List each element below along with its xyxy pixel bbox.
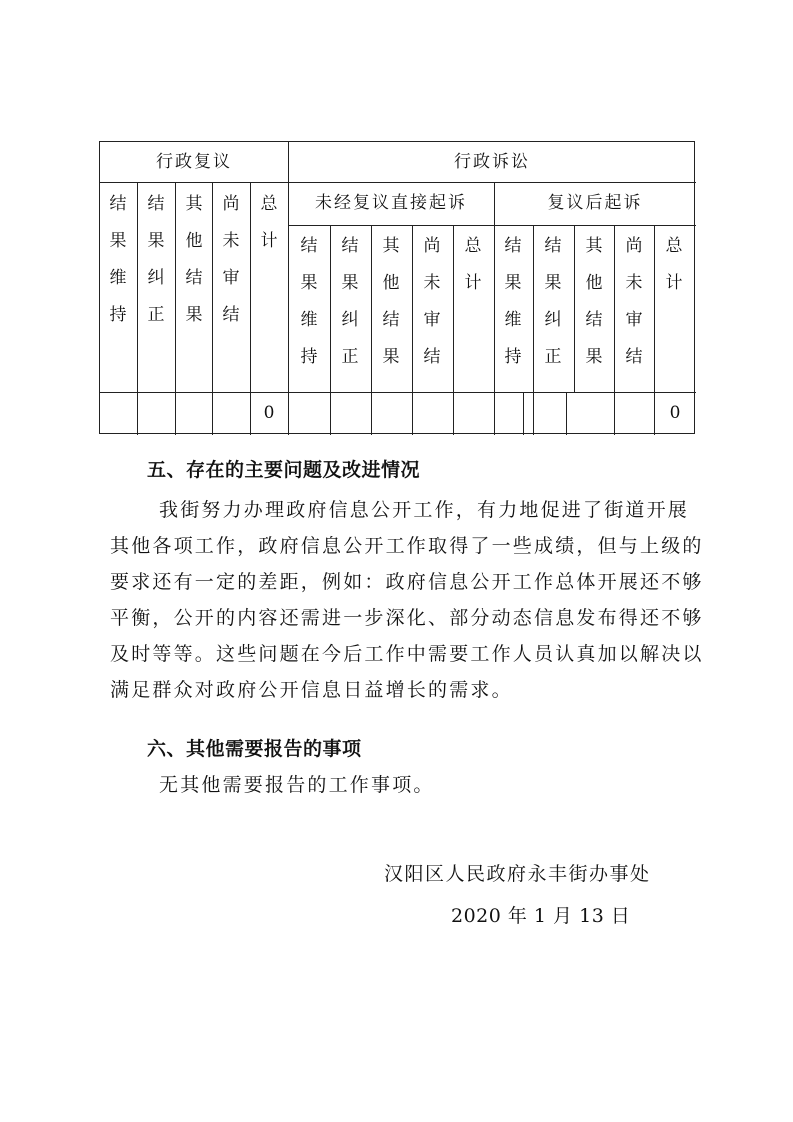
signature-date: 2020 年 1 月 13 日 bbox=[451, 905, 631, 927]
section5-line-2: 其他各项工作，政府信息公开工作取得了一些成绩，但与上级的 bbox=[110, 535, 704, 557]
review-upheld-value bbox=[100, 392, 137, 435]
after-other-value bbox=[566, 392, 614, 435]
after-col-total: 总 计 bbox=[665, 236, 683, 293]
direct-total-value bbox=[453, 392, 494, 435]
direct-col-total: 总 计 bbox=[464, 236, 482, 293]
after-col-pending: 尚 未 审 结 bbox=[625, 236, 643, 367]
section5-line-4: 平衡，公开的内容还需进一步深化、部分动态信息发布得还不够 bbox=[110, 607, 704, 629]
after-col-upheld: 结 果 维 持 bbox=[504, 236, 522, 367]
review-total-value: 0 bbox=[263, 403, 275, 423]
section5-line-3: 要求还有一定的差距，例如：政府信息公开工作总体开展还不够 bbox=[110, 571, 704, 593]
section6-text: 无其他需要报告的工作事项。 bbox=[159, 774, 435, 796]
after-col-other: 其 他 结 果 bbox=[585, 236, 603, 367]
section5-title: 五、存在的主要问题及改进情况 bbox=[147, 459, 421, 481]
review-col-corrected: 结 果 纠 正 bbox=[147, 194, 165, 325]
header-admin-litigation: 行政诉讼 bbox=[454, 151, 530, 172]
direct-col-upheld: 结 果 维 持 bbox=[300, 236, 318, 367]
review-col-other: 其 他 结 果 bbox=[185, 194, 203, 325]
section5-line-1: 我街努力办理政府信息公开工作，有力地促进了街道开展 bbox=[159, 499, 690, 521]
direct-corrected-value bbox=[330, 392, 371, 435]
direct-upheld-value bbox=[288, 392, 330, 435]
statistics-table bbox=[99, 141, 695, 434]
direct-pending-value bbox=[412, 392, 453, 435]
header-direct-litigation: 未经复议直接起诉 bbox=[315, 193, 467, 213]
direct-col-other: 其 他 结 果 bbox=[382, 236, 400, 367]
section5-line-6: 满足群众对政府公开信息日益增长的需求。 bbox=[110, 679, 513, 701]
after-upheld-value bbox=[494, 392, 523, 435]
review-pending-value bbox=[212, 392, 250, 435]
direct-col-corrected: 结 果 纠 正 bbox=[341, 236, 359, 367]
review-col-pending: 尚 未 审 结 bbox=[222, 194, 240, 325]
after-pending-value bbox=[614, 392, 654, 435]
header-after-review-litigation: 复议后起诉 bbox=[547, 193, 643, 213]
direct-col-pending: 尚 未 审 结 bbox=[423, 236, 441, 367]
after-corrected-value bbox=[523, 392, 566, 435]
after-col-corrected: 结 果 纠 正 bbox=[544, 236, 562, 367]
review-corrected-value bbox=[137, 392, 175, 435]
review-col-total: 总 计 bbox=[260, 194, 278, 251]
direct-other-value bbox=[371, 392, 412, 435]
section6-title: 六、其他需要报告的事项 bbox=[147, 738, 362, 760]
review-col-upheld: 结 果 维 持 bbox=[109, 194, 127, 325]
signature-org: 汉阳区人民政府永丰街办事处 bbox=[384, 863, 651, 885]
after-total-value: 0 bbox=[669, 403, 681, 423]
header-admin-review: 行政复议 bbox=[156, 151, 232, 172]
section5-line-5: 及时等等。这些问题在今后工作中需要工作人员认真加以解决以 bbox=[110, 643, 704, 665]
review-other-value bbox=[175, 392, 212, 435]
